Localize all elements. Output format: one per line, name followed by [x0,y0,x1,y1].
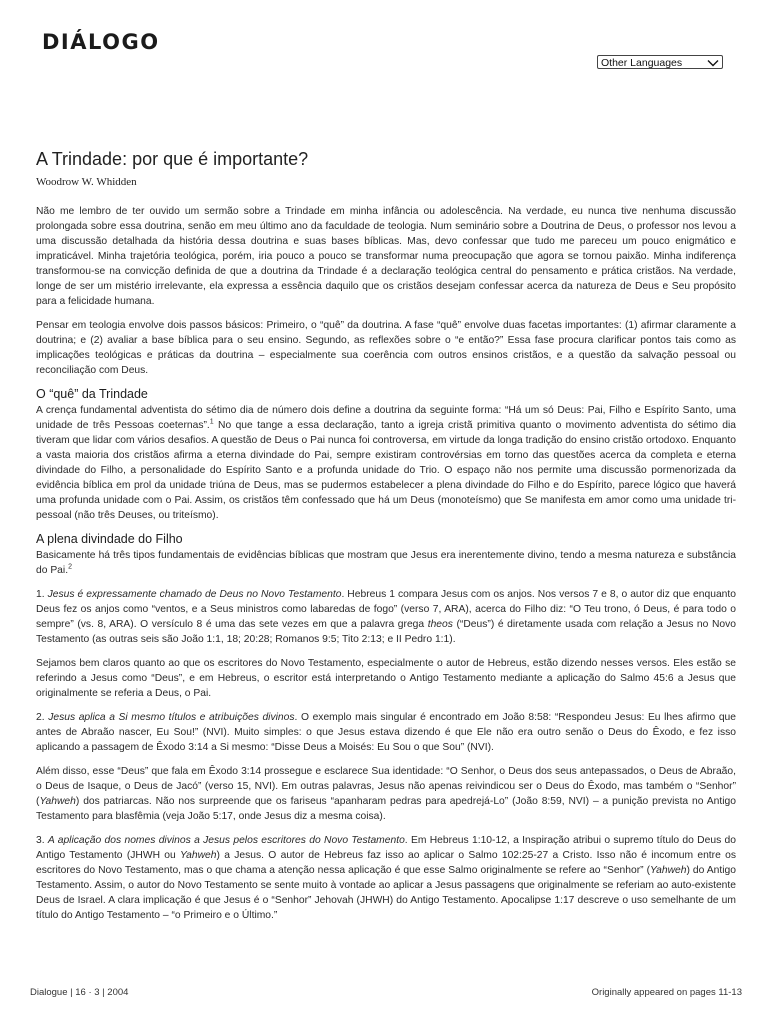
paragraph-fundamental-belief: A crença fundamental adventista do sétimo dia de número dois define a doutrina da seguinte forma: “Há um só Deus: Pai, Filho e Espírito Santo, uma unidade de três Pessoas coeternas”.$^1$ No que tange a essa declaração, tanto a igreja cristã primitiva quanto o movimento adventista do sétimo dia tiveram que lidar com vários desafios. A questão de Deus o Pai nunca foi controversa, em virtude da longa tradição do ensino cristão ortodoxo. Enquanto a vasta maioria dos cristãos afirma a eterna divindade do Pai, sempre existiram controvérsias em torno das questões acerca da completa e eterna divindade do Filho, a personalidade do Espírito Santo e a profunda unidade do Trio. O espaço não nos permite uma discussão pormenorizada da evidência bíblica em prol da unidade triúna de Deus, mas se pudermos estabelecer a plena divindade do Filho e do Espírito, parece lógico que haverá uma profunda unidade com o Pai. Assim, os cristãos têm confessado que há um Deus (monoteísmo) que Se manifesta em amor como uma unidade tri-pessoal (não três Deuses, ou triteísmo). [36,405,736,521]
paragraph-evidence-1: 1. Jesus é expressamente chamado de Deus no Novo Testamento. Hebreus 1 compara Jesus com os anjos. Nos versos 7 e 8, o autor diz que enquanto Deus fez os anjos como “ventos, e a Seus ministros como labaredas de fogo” (verso 7, ARA), acerca do Filho diz: “O Teu trono, ó Deus, é para todo o sempre” (vs. 8, ARA). O versículo 8 é uma das sete vezes em que a palavra grega theos (“Deus”) é diretamente usada com relação a Jesus no Novo Testamento (as outras seis são João 1:1, 18; 20:28; Romanos 9:5; Tito 2:13; e II Pedro 1:1). [36,589,736,645]
language-select-value: Other Languages [601,57,683,69]
section-heading-what: O “quê” da Trindade [36,387,148,401]
section-heading-divinity-son: A plena divindade do Filho [36,532,183,546]
language-select[interactable] [597,55,723,69]
article-title: A Trindade: por que é importante? [36,149,309,169]
paragraph-theology-steps: Pensar em teologia envolve dois passos básicos: Primeiro, o “quê” da doutrina. A fase “quê” envolve duas facetas importantes: (1) afirmar claramente a doutrina; e (2) avaliar a base bíblica para o seu ensino. Segundo, as reflexões sobre o “e então?” Essa fase procura clarificar pontos tais como as implicações teológicas e práticas da doutrina – especialmente sua coerência com outros ensinos cristãos, e a questão da salvação pessoal ou reconciliação com Deus. [36,320,736,376]
footer-citation: Dialogue | 16 · 3 | 2004 [30,987,129,998]
article-author: Woodrow W. Whidden [36,176,137,188]
paragraph-evidence-types: Basicamente há três tipos fundamentais de evidências bíblicas que mostram que Jesus era inerentemente divino, tendo a mesma natureza e substância do Pai.$^2$ [36,550,736,576]
paragraph-exodus: Além disso, esse “Deus” que fala em Êxodo 3:14 prossegue e esclarece Sua identidade: “O Senhor, o Deus dos seus antepassados, o Deus de Abraão, o Deus de Isaque, o Deus de Jacó” (verso 15, NVI). Em outras palavras, Jesus não apenas reivindicou ser o Deus do Êxodo, mas também o “Senhor” (Yahweh) dos patriarcas. Não nos surpreende que os fariseus “apanharam pedras para apedrejá-Lo” (João 8:59, NVI) – a punição prevista no Antigo Testamento para blasfêmia (veja João 5:17, onde Jesus diz a mesma coisa). [36,766,736,822]
paragraph-evidence-2: 2. Jesus aplica a Si mesmo títulos e atribuições divinos. O exemplo mais singular é encontrado em João 8:58: “Respondeu Jesus: Eu lhes afirmo que antes de Abraão nascer, Eu Sou!” (NVI). Muito simples: o que Jesus estava dizendo é que Ele não era outro senão o Deus do Êxodo, e fez isso aplicando a passagem de Êxodo 3:14 a Si mesmo: “Disse Deus a Moisés: Eu Sou o que Sou” (NVI). [36,712,737,753]
paragraph-intro: Não me lembro de ter ouvido um sermão sobre a Trindade em minha infância ou adolescência. Na verdade, eu nunca tive nenhuma discussão prolongada sobre essa doutrina, senão em meu último ano da faculdade de teologia. Num seminário sobre a Doutrina de Deus, o professor nos levou a uma discussão detalhada da história dessa doutrina e suas bases bíblicas. Mas, devo confessar que tudo me pareceu um pouco enigmático e impraticável. Minha trajetória teológica, porém, iria pouco a pouco se transformar numa preocupação que agora se tornou paixão. Minha indiferença transformou-se na convicção definida de que a doutrina da Trindade é a declaração teológica central do pensamento e prática cristãos. Na verdade, longe de ser um mistério irrelevante, ela expressa a essência daquilo que os cristãos desejam confessar acerca da natureza de Deus e Seu propósito para a felicidade humana. [36,206,736,307]
footer-pages-note: Originally appeared on pages 11-13 [591,987,742,998]
dialogo-logo[interactable]: DIÁLOGO [42,30,160,54]
article-body [36,204,736,932]
footnote-ref-2[interactable]: 2 [68,563,72,571]
chevron-down-icon [707,58,719,68]
paragraph-evidence-3: 3. A aplicação dos nomes divinos a Jesus pelos escritores do Novo Testamento. Em Hebreus 1:10-12, a Inspiração atribui o supremo título do Deus do Antigo Testamento (JHWH ou Yahweh) a Jesus. O autor de Hebreus faz isso ao aplicar o Salmo 102:25-27 a Cristo. Isso não é incomum entre os escritores do Novo Testamento, mas o que chama a atenção nessa aplicação é que esse Salmo originalmente se refere ao “Senhor” (Yahweh) do Antigo Testamento. Assim, o autor do Novo Testamento se sente muito à vontade ao aplicar a Jesus passagens que originalmente se referiam ao auto-existente Deus de Israel. A clara implicação é que Jesus é o “Senhor” Jehovah (JHWH) do Antigo Testamento. Apocalipse 1:17 descreve o uso semelhante de um título do Antigo Testamento – “o Primeiro e o Último.” [36,835,736,921]
footnote-ref-1[interactable]: 1 [209,418,214,426]
paragraph-hebrews: Sejamos bem claros quanto ao que os escritores do Novo Testamento, especialmente o autor de Hebreus, estão dizendo nesses versos. Eles estão se referindo a Jesus como “Deus”, e em Hebreus, o escritor está interpretando o Antigo Testamento mediante a aplicação do Salmo 45:6 a Jesus que originalmente se referia a Deus, o Pai. [36,658,736,699]
